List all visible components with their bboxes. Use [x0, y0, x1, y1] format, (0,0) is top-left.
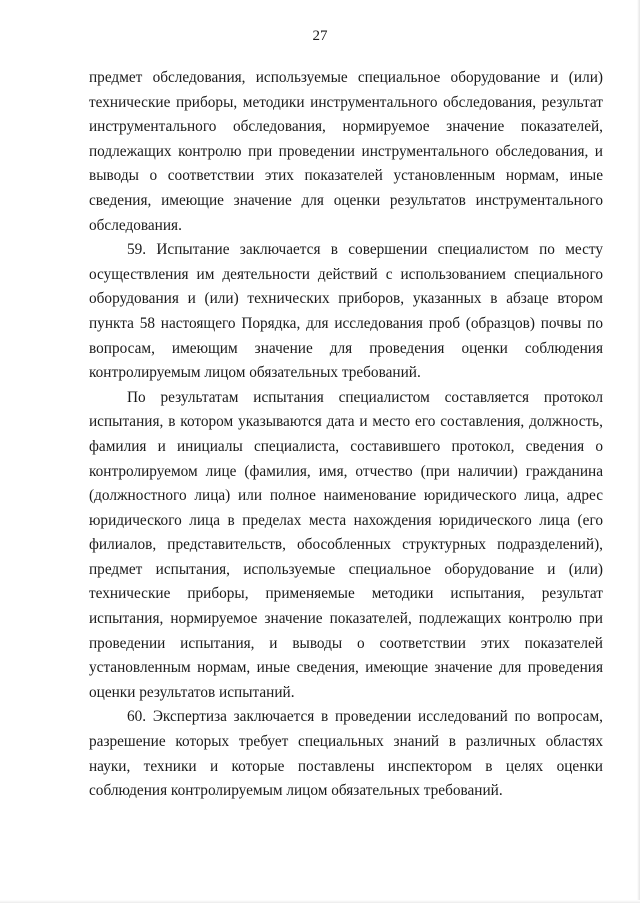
paragraph-test-protocol: По результатам испытания специалистом составляется протокол испытания, в котором указываются дата и место его составления, должность, фамилия и инициалы специалиста, составившего протокол, сведения о контролируемом лице (фамилия, имя, отчество (при наличии) гражданина (должностного лица) или полное наименование юридического лица, адрес юридического лица в пределах места нахождения юридического лица (его филиалов, представительств, обособленных структурных подразделений), предмет испытания, используемые специальное оборудование и (или) технические приборы, применяемые методики испытания, результат испытания, нормируемое значение показателей, подлежащих контролю при проведении испытания, и выводы о соответствии этих показателей установленным нормам, иные сведения, имеющие значение для проведения оценки результатов испытаний. — [89, 388, 603, 701]
paragraph-60: 60. Экспертиза заключается в проведении исследований по вопросам, разрешение которых требует специальных знаний в различных областях науки, техники и которые поставлены инспектором в целях оценки соблюдения контролируемым лицом обязательных требований. — [89, 708, 603, 800]
paragraph-59: 59. Испытание заключается в совершении специалистом по месту осуществления им деятельности действий с использованием специального оборудования и (или) технических приборов, указанных в абзаце втором пункта 58 настоящего Порядка, для исследования проб (образцов) почвы по вопросам, имеющим значение для проведения оценки соблюдения контролируемым лицом обязательных требований. — [89, 241, 603, 382]
paragraph-continuation: предмет обследования, используемые специальное оборудование и (или) технические приборы, методики инструментального обследования, результат инструментального обследования, нормируемое значение показателей, подлежащих контролю при проведении инструментального обследования, и выводы о соответствии этих показателей установленным нормам, иные сведения, имеющие значение для оценки результатов инструментального обследования. — [89, 69, 603, 234]
document-body — [89, 66, 603, 804]
page-number: 27 — [312, 28, 328, 44]
